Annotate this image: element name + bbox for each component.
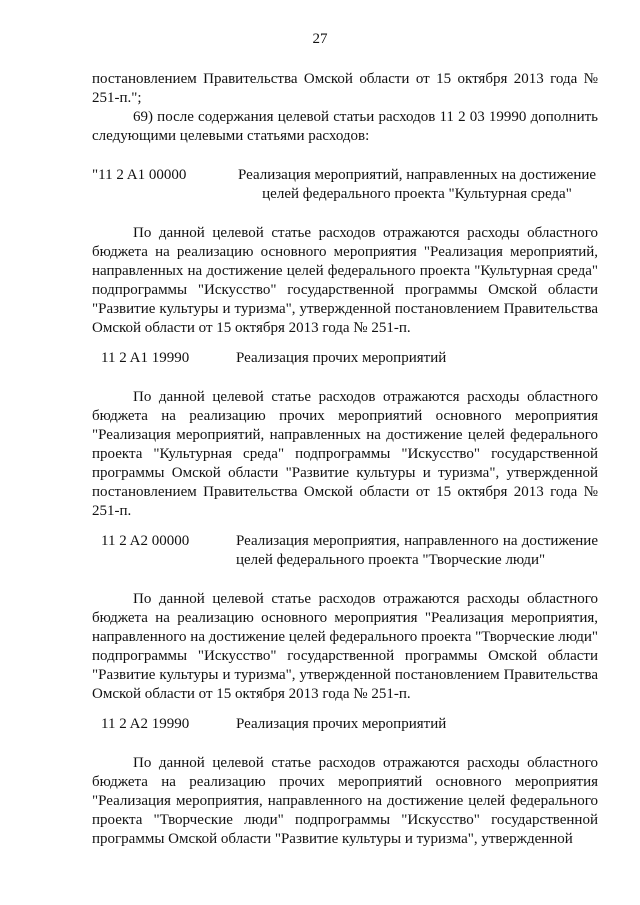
budget-code: 11 2 A1 19990 bbox=[101, 350, 190, 366]
budget-code: "11 2 A1 00000 bbox=[92, 167, 187, 183]
budget-entry-a2-19990 bbox=[92, 715, 598, 734]
budget-code-title: Реализация мероприятия, направленного на достижение целей федерального проекта "Творческие люди" bbox=[236, 533, 598, 568]
item-69-paragraph: 69) после содержания целевой статьи расходов 11 2 03 19990 дополнить следующими целевыми статьями расходов: bbox=[92, 109, 598, 144]
budget-entry-a2-00000 bbox=[92, 532, 598, 570]
intro-continuation: постановлением Правительства Омской области от 15 октября 2013 года № 251-п."; bbox=[92, 71, 598, 106]
budget-entry-description: По данной целевой статье расходов отражаются расходы областного бюджета на реализацию прочих мероприятий основного мероприятия "Реализация мероприятий, направленных на достижение целей федерального проекта "Культурная среда" подпрограммы "Искусство" государственной программы Омской области "Развитие культуры и туризма", утвержденной постановлением Правительства Омской области от 15 октября 2013 года № 251-п. bbox=[92, 389, 598, 519]
budget-code-title: Реализация мероприятий, направленных на достижение целей федерального проекта "Культурная среда" bbox=[237, 167, 597, 202]
document-body bbox=[92, 70, 598, 849]
budget-entry-description: По данной целевой статье расходов отражаются расходы областного бюджета на реализацию основного мероприятия "Реализация мероприятий, направленных на достижение целей федерального проекта "Культурная среда" подпрограммы "Искусство" государственной программы Омской области "Развитие культуры и туризма", утвержденной постановлением Правительства Омской области от 15 октября 2013 года № 251-п. bbox=[92, 225, 598, 336]
page-number: 27 bbox=[312, 31, 328, 47]
budget-code: 11 2 A2 19990 bbox=[101, 716, 190, 732]
budget-code-title: Реализация прочих мероприятий bbox=[236, 716, 447, 732]
budget-entry-description: По данной целевой статье расходов отражаются расходы областного бюджета на реализацию основного мероприятия "Реализация мероприятия, направленного на достижение целей федерального проекта "Творческие люди" подпрограммы "Искусство" государственной программы Омской области "Развитие культуры и туризма", утвержденной постановлением Правительства Омской области от 15 октября 2013 года № 251-п. bbox=[92, 591, 598, 702]
budget-code: 11 2 A2 00000 bbox=[101, 533, 190, 549]
budget-entry-a1-00000 bbox=[92, 166, 598, 204]
budget-entry-a1-19990 bbox=[92, 349, 598, 368]
budget-entry-description: По данной целевой статье расходов отражаются расходы областного бюджета на реализацию прочих мероприятий основного мероприятия "Реализация мероприятия, направленного на достижение целей федерального проекта "Творческие люди" подпрограммы "Искусство" государственной программы Омской области "Развитие культуры и туризма", утвержденной bbox=[92, 755, 598, 847]
budget-code-title: Реализация прочих мероприятий bbox=[236, 350, 447, 366]
